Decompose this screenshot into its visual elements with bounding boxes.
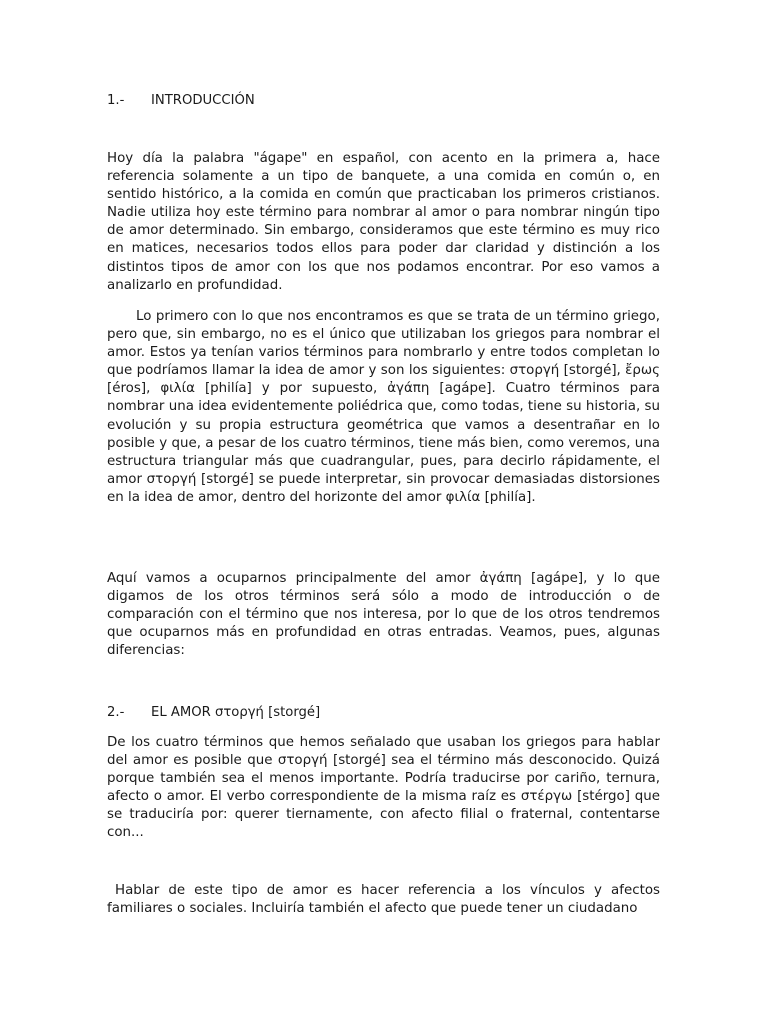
section-heading-introduccion xyxy=(107,92,255,110)
paragraph-storge-definition: De los cuatro términos que hemos señalado que usaban los griegos para hablar del amor es posible que στοργή [storgé] sea el término más desconocido. Quizá porque también sea el menos importante. Podría traducirse por cariño, ternura, afecto o amor. El verbo correspondiente de la misma raíz es στέργω [stérgo] que se traduciría por: querer tiernamente, con afecto filial o fraternal, contentarse con... xyxy=(107,735,660,841)
section-number: 1.- xyxy=(107,93,125,108)
paragraph-storge-bonds: Hablar de este tipo de amor es hacer referencia a los vínculos y afectos familiares o sociales. Incluiría también el afecto que puede tener un ciudadano xyxy=(107,883,660,917)
document-page xyxy=(107,0,660,1024)
section-number: 2.- xyxy=(107,705,125,720)
section-title: INTRODUCCIÓN xyxy=(151,93,255,108)
paragraph-greek-terms: Lo primero con lo que nos encontramos es que se trata de un término griego, pero que, sin embargo, no es el único que utilizaban los griegos para nombrar el amor. Estos ya tenían varios términos para nombrarlo y entre todos completan lo que podríamos llamar la idea de amor y son los siguientes: στοργή [storgé], ἔρως [éros], φιλία [philía] y por supuesto, ἀγάπη [agápe]. Cuatro términos para nombrar una idea evidentemente poliédrica que, como todas, tiene su historia, su evolución y su propia estructura geométrica que vamos a desentrañar en lo posible y que, a pesar de los cuatro términos, tiene más bien, como veremos, una estructura triangular más que cuadrangular, pues, para decirlo rápidamente, el amor στοργή [storgé] se puede interpretar, sin provocar demasiadas distorsiones en la idea de amor, dentro del horizonte del amor φιλία [philía]. xyxy=(107,309,660,505)
section-heading-storge xyxy=(107,704,320,722)
paragraph-focus-agape: Aquí vamos a ocuparnos principalmente del amor ἀγάπη [agápe], y lo que digamos de los otros términos será sólo a modo de introducción o de comparación con el término que nos interesa, por lo que de los otros tendremos que ocuparnos más en profundidad en otras entradas. Veamos, pues, algunas diferencias: xyxy=(107,571,660,659)
section-title: EL AMOR στοργή [storgé] xyxy=(151,705,321,720)
paragraph-agape-definition: Hoy día la palabra "ágape" en español, con acento en la primera a, hace referencia solamente a un tipo de banquete, a una comida en común o, en sentido histórico, a la comida en común que practicaban los primeros cristianos. Nadie utiliza hoy este término para nombrar al amor o para nombrar ningún tipo de amor determinado. Sin embargo, consideramos que este término es muy rico en matices, necesarios todos ellos para poder dar claridad y distinción a los distintos tipos de amor con los que nos podamos encontrar. Por eso vamos a analizarlo en profundidad. xyxy=(107,151,660,293)
